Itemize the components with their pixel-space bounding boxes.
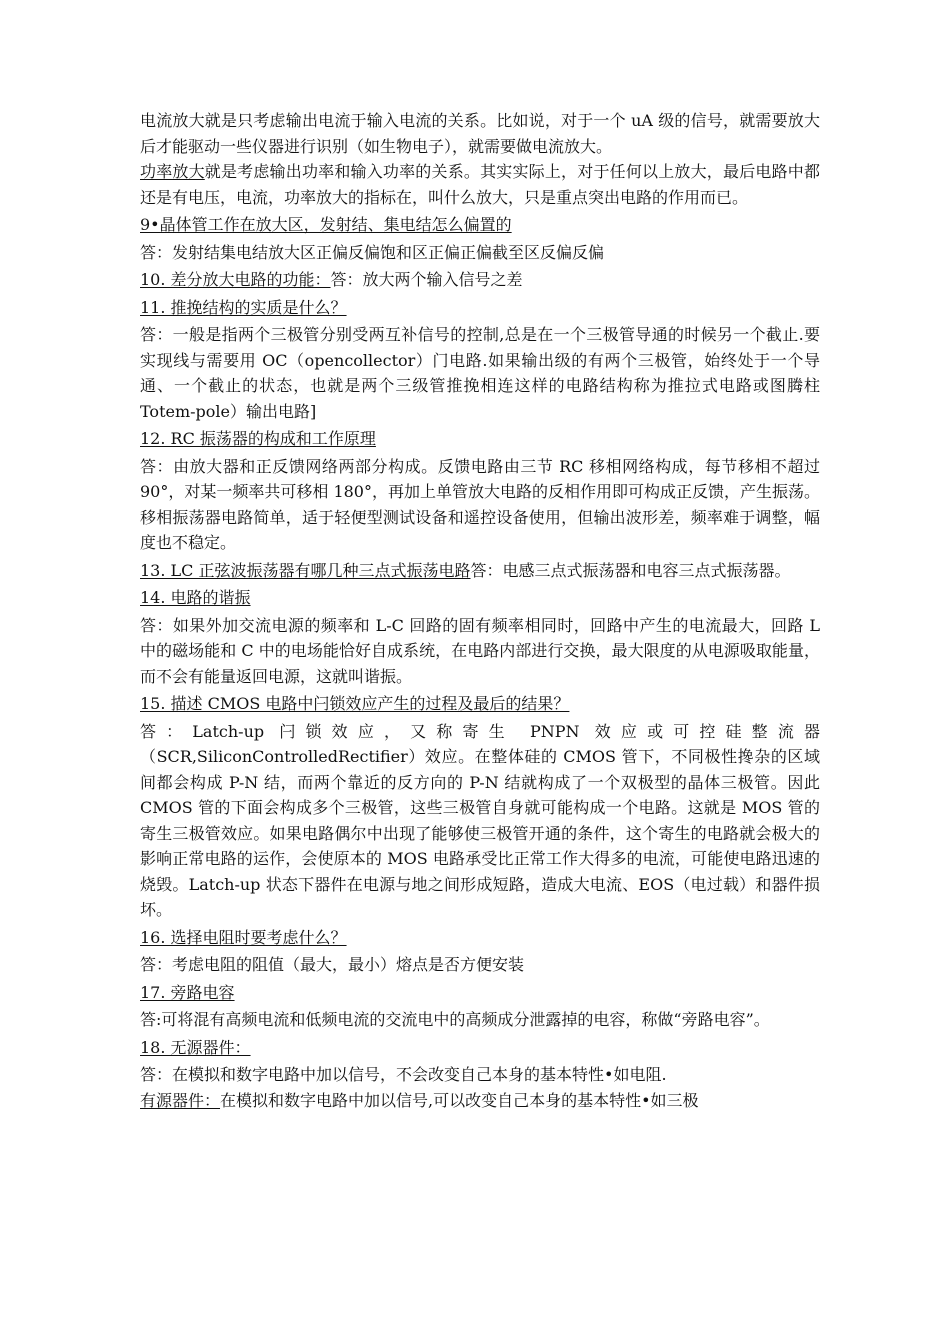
question-12: 12. RC 振荡器的构成和工作原理 xyxy=(140,429,376,448)
term-power-amplification: 功率放大 xyxy=(140,162,205,181)
answer-14: 答：如果外加交流电源的频率和 L-C 回路的固有频率相同时，回路中产生的电流最大，回路 L 中的磁场能和 C 中的电场能恰好自成系统，在电路内部进行交换，最大限度的从电源吸取能量，而不会有能量返回电源，这就叫谐振。 xyxy=(140,615,820,686)
answer-13: 答：电感三点式振荡器和电容三点式振荡器。 xyxy=(470,560,791,580)
question-18: 18. 无源器件： xyxy=(140,1037,251,1057)
question-17: 17. 旁路电容 xyxy=(140,982,235,1002)
term-active-devices: 有源器件： xyxy=(140,1090,221,1110)
question-13: 13. LC 正弦波振荡器有哪几种三点式振荡电路答：电感三点式振荡器和电容三点式振荡器。 xyxy=(140,560,791,580)
answer-10: 答：放大两个输入信号之差 xyxy=(330,270,523,289)
question-16: 16. 选择电阻时要考虑什么？ xyxy=(140,927,347,947)
answer-16: 答：考虑电阻的阻值（最大，最小）熔点是否方便安装 xyxy=(140,955,525,974)
question-15: 15. 描述 CMOS 电路中闩锁效应产生的过程及最后的结果？ xyxy=(140,694,570,713)
question-10: 10. 差分放大电路的功能：答：放大两个输入信号之差 xyxy=(140,270,523,289)
answer-17: 答:可将混有高频电流和低频电流的交流电中的高频成分泄露掉的电容，称做“旁路电容”。 xyxy=(140,1010,770,1029)
power-amplification-text: 就是考虑输出功率和输入功率的关系。其实实际上，对于任何以上放大，最后电路中都还是有电压，电流，功率放大的指标在，叫什么放大，只是重点突出电路的作用而已。 xyxy=(140,162,820,207)
answer-18: 答：在模拟和数字电路中加以信号，不会改变自己本身的基本特性•如电阻. xyxy=(140,1065,667,1084)
question-14: 14. 电路的谐振 xyxy=(140,588,251,607)
document-page xyxy=(140,108,820,1113)
answer-9: 答：发射结集电结放大区正偏反偏饱和区正偏正偏截至区反偏反偏 xyxy=(140,242,605,262)
paragraph-power-amplification xyxy=(140,159,820,210)
paragraph-active-devices xyxy=(140,1088,820,1114)
answer-15: 答：Latch-up 闩锁效应，又称寄生 PNPN 效应或可控硅整流器（SCR,SiliconControlledRectifier）效应。在整体硅的 CMOS 管下，不同极性搀杂的区域间都会构成 P-N 结，而两个靠近的反方向的 P-N 结就构成了一个双极型的晶体三极管。因此 CMOS 管的下面会构成多个三极管，这些三极管自身就可能构成一个电路。这就是 MOS 管的寄生三极管效应。如果电路偶尔中出现了能够使三极管开通的条件，这个寄生的电路就会极大的影响正常电路的运作，会使原本的 MOS 电路承受比正常工作大得多的电流，可能使电路迅速的烧毁。Latch-up 状态下器件在电源与地之间形成短路，造成大电流、EOS（电过载）和器件损坏。 xyxy=(140,721,820,919)
answer-12: 答：由放大器和正反馈网络两部分构成。反馈电路由三节 RC 移相网络构成，每节移相不超过 90°，对某一频率共可移相 180°，再加上单管放大电路的反相作用即可构成正反馈，产生振荡。移相振荡器电路简单，适于轻便型测试设备和遥控设备使用，但输出波形差，频率难于调整，幅度也不稳定。 xyxy=(140,456,820,552)
question-11: 11. 推挽结构的实质是什么？ xyxy=(140,297,347,317)
paragraph-current-amplification: 电流放大就是只考虑输出电流于输入电流的关系。比如说，对于一个 uA 级的信号，就需要放大后才能驱动一些仪器进行识别（如生物电子），就需要做电流放大。 xyxy=(140,111,820,156)
question-9: 9•晶体管工作在放大区，发射结、集电结怎么偏置的 xyxy=(140,215,512,234)
active-devices-text: 在模拟和数字电路中加以信号,可以改变自己本身的基本特性•如三极 xyxy=(220,1090,699,1110)
answer-11: 答：一般是指两个三极管分别受两互补信号的控制,总是在一个三极管导通的时候另一个截止.要实现线与需要用 OC（opencollector）门电路.如果输出级的有两个三极管，始终处于一个导通、一个截止的状态，也就是两个三级管推挽相连这样的电路结构称为推拉式电路或图腾柱 Totem-pole）输出电路] xyxy=(140,325,820,421)
